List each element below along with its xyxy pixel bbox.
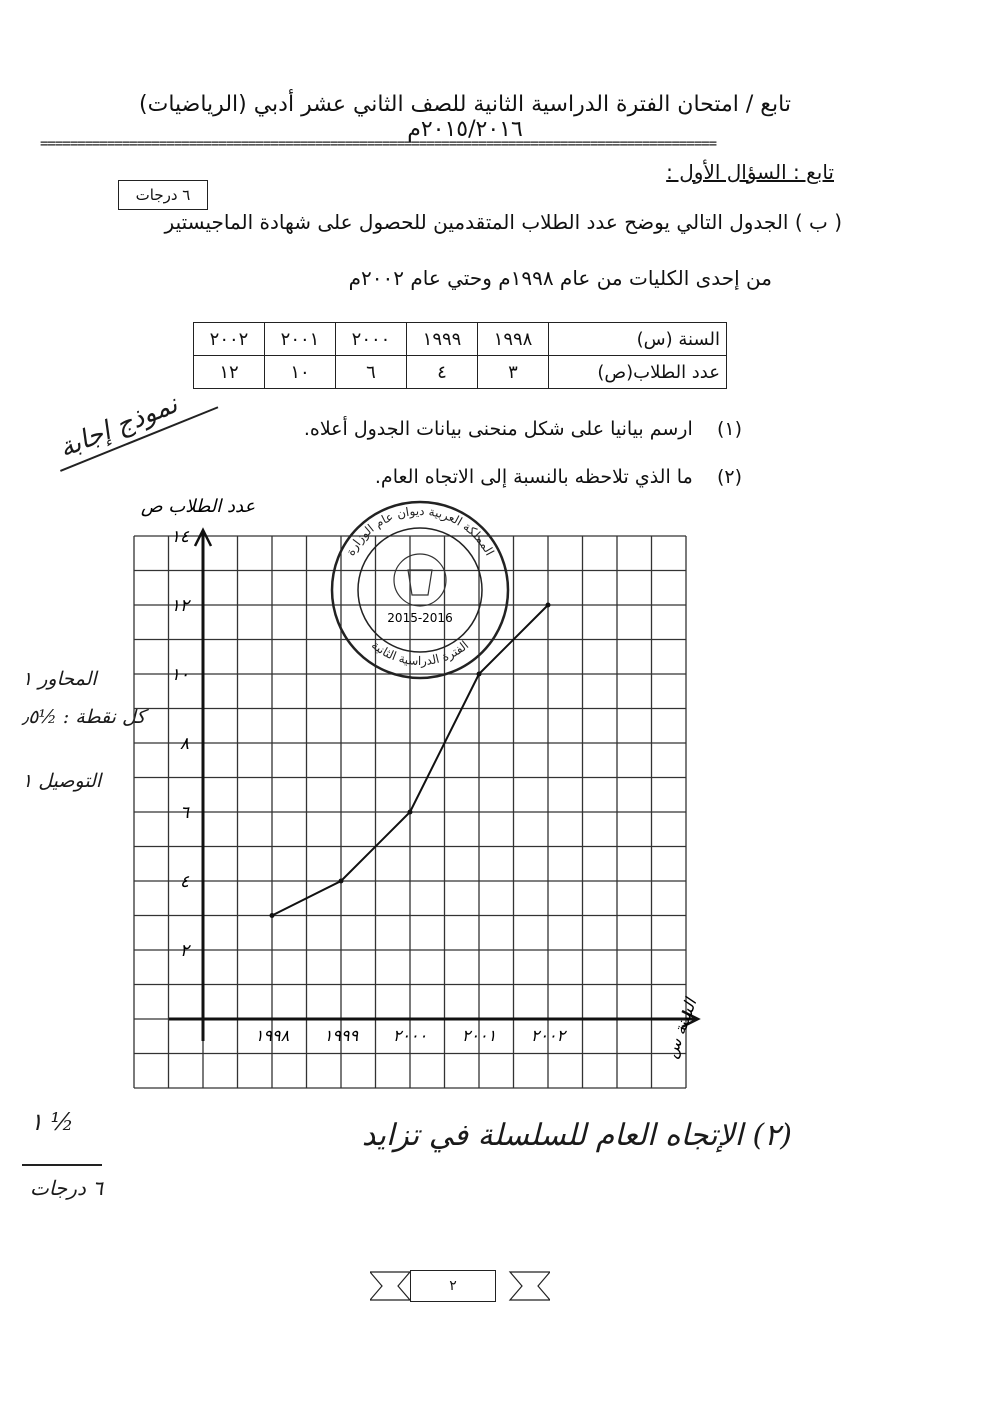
year-cell: ١٩٩٩ (407, 323, 478, 356)
x-tick-label: ١٩٩٩ (323, 1026, 359, 1045)
question-intro-line2: من إحدى الكليات من عام ١٩٩٨م وحتي عام ٢٠٠٢م (348, 266, 772, 290)
y-tick-label: ٤ (179, 872, 189, 892)
rubric-connect: التوصيل ١ (22, 770, 102, 792)
exam-header-title: تابع / امتحان الفترة الدراسية الثانية للصف الثاني عشر أدبي (الرياضيات) ٢٠١٥/٢٠١٦م (139, 92, 791, 142)
count-cell: ٣ (478, 356, 549, 389)
table-row-years (194, 323, 727, 356)
question-label: تابع : السؤال الأول : (666, 160, 834, 184)
table-row-counts (194, 356, 727, 389)
question-intro-line1: ( ب ) الجدول التالي يوضح عدد الطلاب المتقدمين للحصول على شهادة الماجيستير (164, 210, 842, 234)
part-1 (304, 418, 742, 440)
y-tick-label: ١٢ (170, 596, 189, 616)
y-axis-label: عدد الطلاب ص (140, 496, 256, 517)
count-header: عدد الطلاب(ص) (549, 356, 727, 389)
page-number: ٢ (410, 1270, 496, 1302)
count-cell: ١٠ (265, 356, 336, 389)
stamp-top-text: المملكة العربية ديوان عام الوزارة (343, 503, 497, 558)
data-point (339, 879, 344, 884)
part-1-number: (١) (716, 418, 742, 440)
x-tick-label: ٢٠٠٢ (530, 1026, 566, 1045)
x-tick-label: ١٩٩٨ (254, 1026, 290, 1045)
y-tick-label: ٢ (179, 941, 189, 961)
year-cell: ١٩٩٨ (478, 323, 549, 356)
year-cell: ٢٠٠٢ (194, 323, 265, 356)
stamp-year: 2015-2016 (387, 611, 453, 625)
part-2-number: (٢) (716, 466, 742, 488)
year-header: السنة (س) (549, 323, 727, 356)
conclusion-answer: (٢) الإتجاه العام للسلسلة في تزايد (361, 1118, 792, 1153)
total-score: ٦ درجات (30, 1176, 103, 1200)
part-2-text: ما الذي تلاحظه بالنسبة إلى الاتجاه العام. (374, 466, 693, 488)
y-tick-label: ١٠ (170, 665, 189, 685)
data-table (193, 322, 727, 389)
x-tick-label: ٢٠٠١ (461, 1026, 497, 1045)
data-point (477, 672, 482, 677)
line-chart (120, 490, 720, 1110)
count-cell: ٤ (407, 356, 478, 389)
data-point (270, 913, 275, 918)
data-point (408, 810, 413, 815)
x-tick-label: ٢٠٠٠ (392, 1026, 428, 1045)
score-line (22, 1164, 102, 1166)
x-axis-label: السنة س (661, 995, 701, 1061)
emblem-icon (408, 570, 432, 595)
marks-box: ٦ درجات (118, 180, 208, 210)
chart-axes (169, 530, 698, 1041)
year-cell: ٢٠٠١ (265, 323, 336, 356)
rubric-points: كل نقطة : ½٫٥ (22, 706, 146, 728)
rubric-axes: المحاور ١ (22, 668, 97, 690)
header-separator: =========================================================================================== (40, 136, 717, 152)
answer-model-label: نموذج إجابة (55, 389, 182, 464)
emblem-icon (394, 554, 446, 606)
y-tick-label: ٦ (179, 803, 189, 823)
year-cell: ٢٠٠٠ (336, 323, 407, 356)
data-point (546, 603, 551, 608)
count-cell: ٦ (336, 356, 407, 389)
part-2 (375, 466, 742, 488)
y-tick-label: ٨ (179, 734, 189, 754)
official-stamp (332, 502, 508, 678)
stamp-bottom-text: الفترة الدراسية الثانية (368, 637, 472, 669)
score-fraction: ١ ½ (30, 1108, 74, 1136)
part-1-text: ارسم بيانيا على شكل منحنى بيانات الجدول أعلاه. (303, 418, 693, 440)
y-tick-label: ١٤ (170, 527, 189, 547)
count-cell: ١٢ (194, 356, 265, 389)
